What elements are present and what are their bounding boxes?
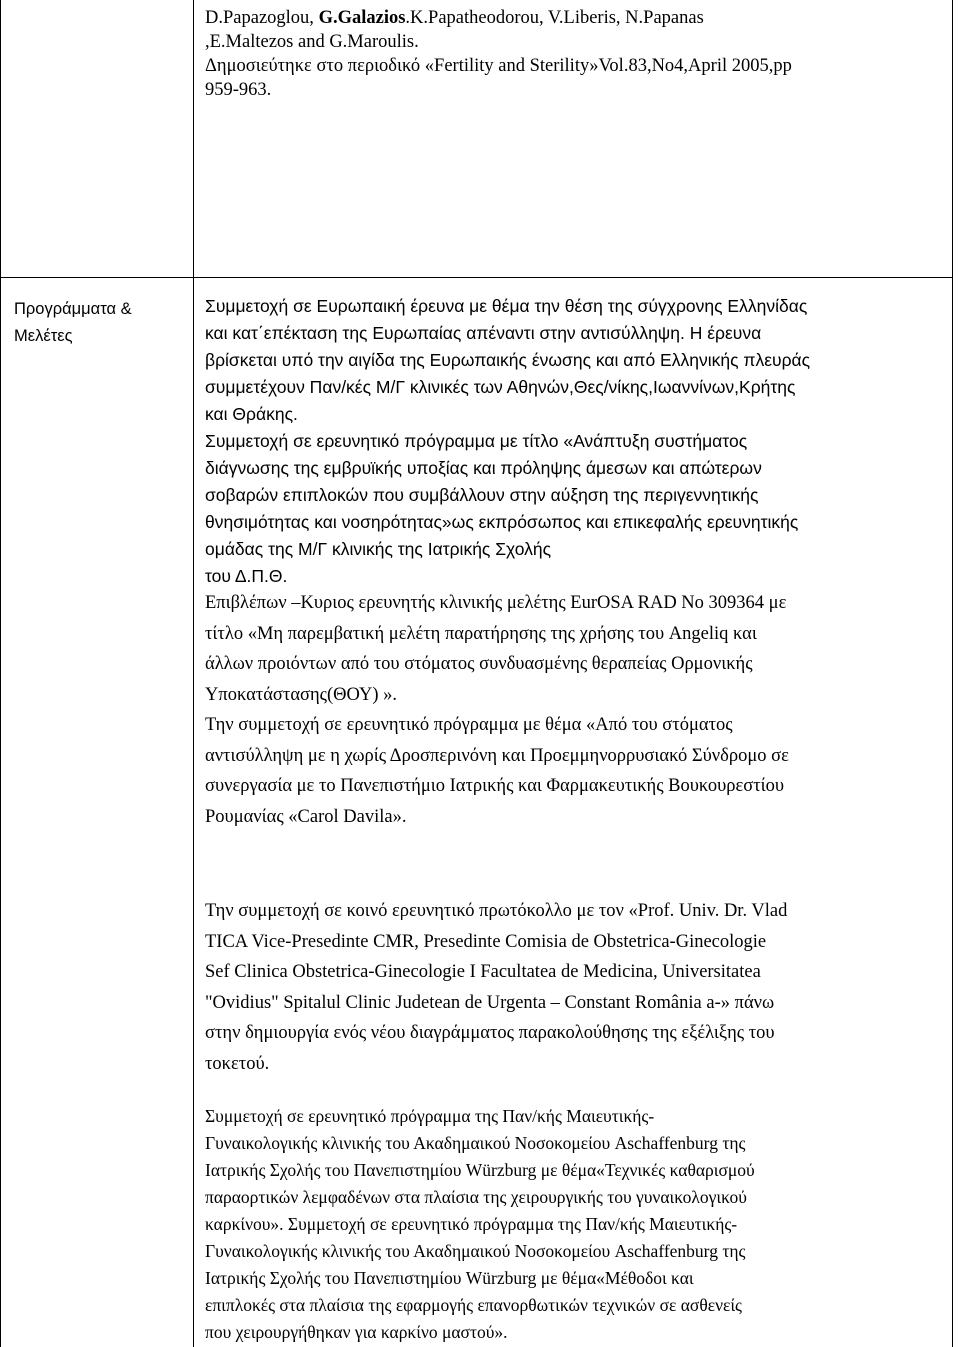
text-line: συνεργασία με το Πανεπιστήμιο Ιατρικής και Φαρμακευτικής Βουκουρεστίου bbox=[205, 776, 785, 796]
text-line: Συμμετοχή σε Ευρωπαική έρευνα με θέμα την θέση της σύγχρονης Ελληνίδας bbox=[205, 296, 808, 316]
text-line: θνησιμότητας και νοσηρότητας»ως εκπρόσωπος και επικεφαλής ερευνητικής bbox=[205, 512, 799, 532]
citation-authors-line2: ,E.Maltezos and G.Maroulis. bbox=[205, 32, 419, 52]
citation-authors-line1 bbox=[205, 6, 940, 30]
text-line: στην δημιουργία ενός νέου διαγράμματος παρακολούθησης της εξέλιξης του bbox=[205, 1023, 775, 1043]
text-line: επιπλοκές στα πλαίσια της εφαρμογής επανορθωτικών τεχνικών σε ασθενείς bbox=[205, 1295, 742, 1315]
text-line: ομάδας της Μ/Γ κλινικής της Ιατρικής Σχολής bbox=[205, 539, 552, 559]
text-line: Επιβλέπων –Κυριος ερευνητής κλινικής μελέτης EurOSA RAD No 309364 με bbox=[205, 593, 787, 613]
row-label-line: Μελέτες bbox=[14, 327, 73, 345]
paragraph-european-research bbox=[205, 293, 940, 590]
text-line: Γυναικολογικής κλινικής του Ακαδημαικού Νοσοκομείου Aschaffenburg της bbox=[205, 1241, 746, 1261]
text-line: Την συμμετοχή σε κοινό ερευνητικό πρωτόκολλο με τον «Prof. Univ. Dr. Vlad bbox=[205, 901, 788, 921]
text-line: τίτλο «Μη παρεμβατική μελέτη παρατήρησης της χρήσης του Angeliq και bbox=[205, 623, 757, 644]
citation-block bbox=[205, 6, 940, 102]
table-column-divider bbox=[193, 0, 194, 1347]
text-line: αντισύλληψη με η χωρίς Δροσπερινόνη και Προεμμηνορρυσιακό Σύνδρομο σε bbox=[205, 745, 789, 766]
text-line: Συμμετοχή σε ερευνητικό πρόγραμμα με τίτλο «Ανάπτυξη συστήματος bbox=[205, 431, 748, 451]
author-text: .K.Papatheodorou, V.Liberis, N.Papanas bbox=[405, 8, 704, 28]
text-line: Ιατρικής Σχολής του Πανεπιστημίου Würzburg με θέμα«Μέθοδοι και bbox=[205, 1268, 694, 1288]
text-line: Την συμμετοχή σε ερευνητικό πρόγραμμα με θέμα «Από του στόματος bbox=[205, 715, 733, 735]
text-line: Συμμετοχή σε ερευνητικό πρόγραμμα της Παν/κής Μαιευτικής- bbox=[205, 1106, 655, 1126]
text-line: Ιατρικής Σχολής του Πανεπιστημίου Würzburg με θέμα«Τεχνικές καθαρισμού bbox=[205, 1160, 755, 1180]
citation-journal-line: Δημοσιεύτηκε στο περιοδικό «Fertility and Sterility»Vol.83,No4,April 2005,pp bbox=[205, 56, 792, 76]
row-label bbox=[14, 296, 184, 350]
text-line: Sef Clinica Obstetrica-Ginecologie I Facultatea de Medicina, Universitatea bbox=[205, 962, 761, 982]
author-text: D.Papazoglou, bbox=[205, 8, 319, 28]
text-line: Ρουμανίας «Carol Davila». bbox=[205, 806, 407, 827]
text-line: που χειρουργήθηκαν για καρκίνο μαστού». bbox=[205, 1322, 508, 1342]
paragraph-wurzburg-program bbox=[205, 1103, 940, 1346]
text-line: "Ovidius" Spitalul Clinic Judetean de Urgenta – Constant România a-» πάνω bbox=[205, 992, 775, 1013]
table-left-border bbox=[0, 0, 1, 1347]
row-label-line: Προγράμματα & bbox=[14, 300, 132, 318]
text-line: και Θράκης. bbox=[205, 404, 298, 424]
text-line: σοβαρών επιπλοκών που συμβάλλουν στην αύξηση της περιγεννητικής bbox=[205, 485, 759, 505]
text-line: συμμετέχουν Παν/κές Μ/Γ κλινικές των Αθηνών,Θες/νίκης,Ιωαννίνων,Κρήτης bbox=[205, 377, 796, 397]
table-row-divider bbox=[0, 277, 953, 278]
text-line: παραορτικών λεμφαδένων στα πλαίσια της χειρουργικής του γυναικολογικού bbox=[205, 1187, 747, 1207]
text-line: Υποκατάστασης(ΘΟΥ) ». bbox=[205, 684, 397, 705]
table-right-border bbox=[952, 0, 953, 1347]
paragraph-eurosa-study bbox=[205, 588, 940, 832]
citation-pages-line: 959-963. bbox=[205, 80, 272, 100]
text-line: βρίσκεται υπό την αιγίδα της Ευρωπαικής ένωσης και από Ελληνικής πλευράς bbox=[205, 350, 811, 370]
text-line: Γυναικολογικής κλινικής του Ακαδημαικού Νοσοκομείου Aschaffenburg της bbox=[205, 1133, 746, 1153]
text-line: τοκετού. bbox=[205, 1053, 270, 1074]
text-line: διάγνωσης της εμβρυϊκής υποξίας και πρόληψης άμεσων και απώτερων bbox=[205, 458, 762, 478]
text-line: άλλων προιόντων από του στόματος συνδυασμένης θεραπείας Ορμονικής bbox=[205, 654, 753, 674]
text-line: του Δ.Π.Θ. bbox=[205, 566, 288, 586]
author-bold: G.Galazios bbox=[318, 8, 406, 28]
text-line: και κατ΄επέκταση της Ευρωπαίας απέναντι στην αντισύλληψη. Η έρευνα bbox=[205, 323, 762, 343]
paragraph-joint-protocol bbox=[205, 896, 940, 1079]
text-line: καρκίνου». Συμμετοχή σε ερευνητικό πρόγραμμα της Παν/κής Μαιευτικής- bbox=[205, 1214, 738, 1234]
text-line: TICA Vice-Presedinte CMR, Presedinte Comisia de Obstetrica-Ginecologie bbox=[205, 931, 767, 952]
